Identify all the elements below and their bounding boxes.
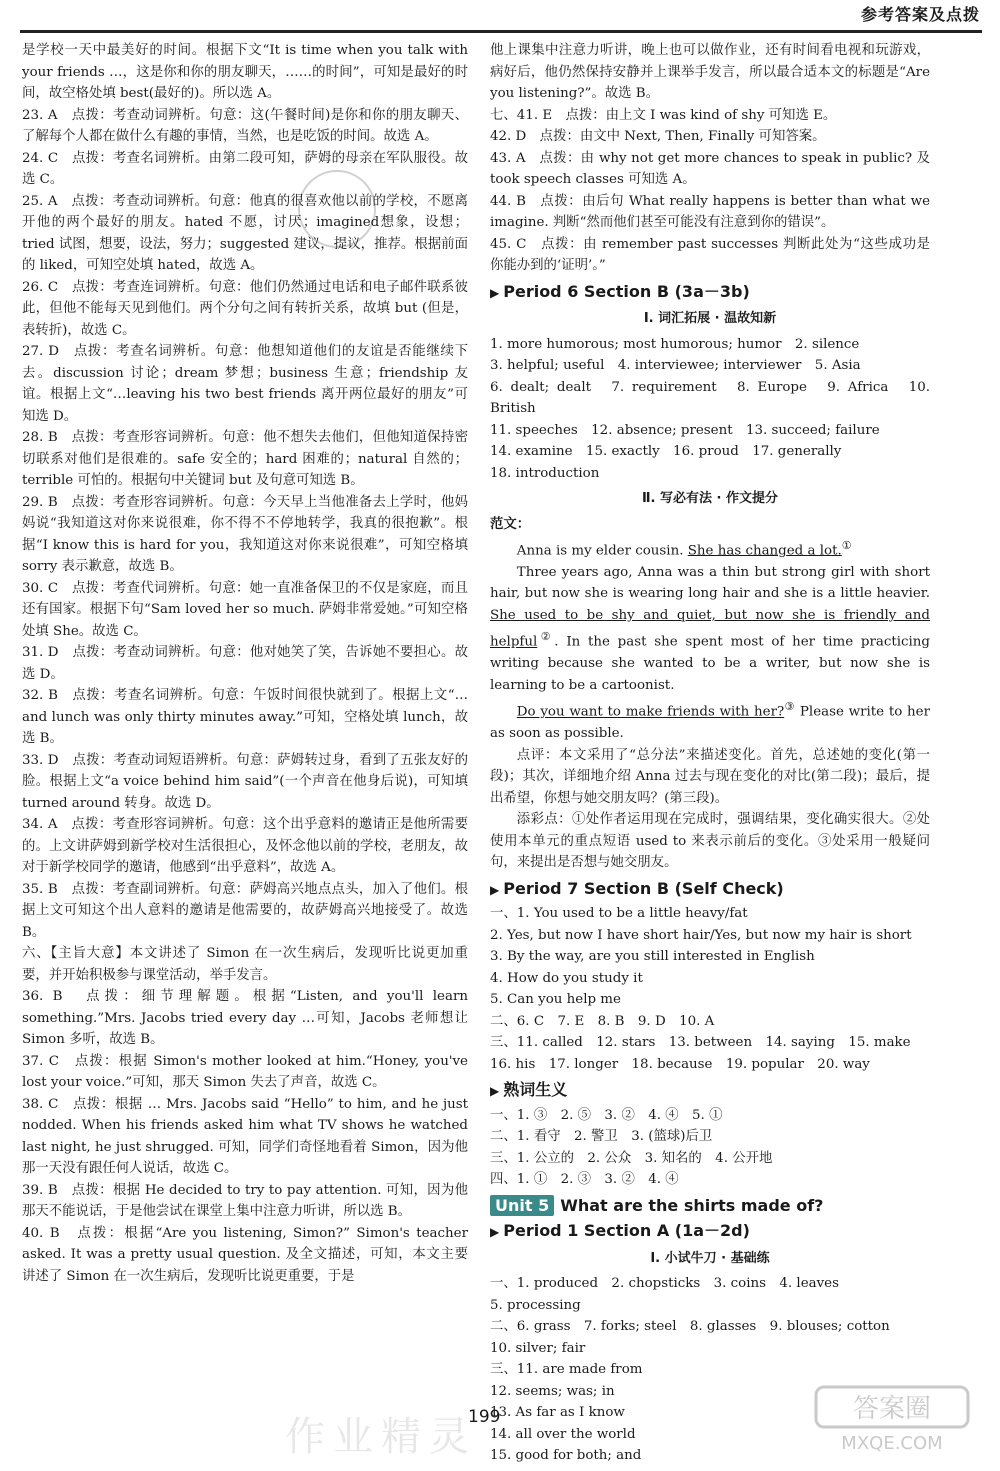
answer-line: 二、6. grass 7. forks; steel 8. glasses 9. blouses; cotton	[490, 1319, 890, 1335]
answer-line: 二、1. 看守 2. 警卫 3. (篮球)后卫	[490, 1129, 713, 1145]
answer-paragraph: 30. C 点拨：考查代词辨析。句意：她一直准备保卫的不仅是家庭，而且还有国家。根据下句“Sam loved her so much. 萨姆非常爱她。”可知空格处填 She。故选 C。	[22, 580, 468, 639]
essay-paragraph	[490, 696, 930, 744]
logo-text: 答案圈	[852, 1394, 932, 1424]
header-rule	[20, 30, 982, 33]
answer-paragraph: 24. C 点拨：考查名词辨析。由第二段可知，萨姆的母亲在军队服役。故选 C。	[22, 150, 468, 187]
answer-paragraph: 六、【主旨大意】本文讲述了 Simon 在一次生病后，发现听比说更加重要，并开始积极参与课堂活动，举手发言。	[22, 946, 468, 983]
answer-line: 5. processing	[490, 1297, 581, 1313]
triangle-icon: ▶	[490, 1225, 500, 1240]
answer-paragraph: 34. A 点拨：考查形容词辨析。句意：这个出乎意料的邀请正是他所需要的。上文讲萨姆到新学校对生活很担心，及怀念他以前的学校，老朋友，故对于新学校同学的邀请，他感到“出乎意料”，故选 A。	[22, 817, 468, 875]
answer-line: 四、1. ① 2. ③ 3. ② 4. ④	[490, 1172, 679, 1188]
answer-paragraph: 25. A 点拨：考查动词辨析。句意：他真的很喜欢他以前的学校，不愿离开他的两个最好的朋友。hated 不愿，讨厌；imagined想象，设想；tried 试图，想要，设法，努力；suggested 建议，提议，推荐。根据前面的 liked，可知空处填 hated，故选 A。	[22, 193, 468, 273]
unit-period-heading	[490, 1220, 930, 1244]
logo-site: MXQE.COM	[841, 1433, 943, 1454]
essay-mark: ②	[537, 630, 555, 644]
answer-paragraph: 33. D 点拨：考查动词短语辨析。句意：萨姆转过身，看到了五张友好的脸。根据上文“a voice behind him said”(一个声音在他身后说)，可知填 turned around 转身。故选 D。	[22, 752, 468, 811]
essay-highlight: 添彩点：①处作者运用现在完成时，强调结果，变化确实很大。②处使用本单元的重点短语 used to 来表示前后的变化。③处采用一般疑问句，来提出是否想与她交朋友。	[490, 812, 930, 871]
answer-paragraph: 37. C 点拨：根据 Simon's mother looked at him.“Honey, you've lost your voice.”可知，那天 Simon 失去了声音，故选 C。	[22, 1053, 468, 1090]
essay-paragraph	[490, 535, 930, 562]
answer-paragraph: 32. B 点拨：考查名词辨析。句意：午饭时间很快就到了。根据上文“…and lunch was only thirty minutes away.”可知，空格处填 lunch，故选 B。	[22, 688, 468, 746]
essay-mark: ③	[784, 700, 796, 714]
essay-underlined: She has changed a lot.	[687, 543, 842, 559]
answer-line: 三、11. are made from	[490, 1362, 643, 1378]
answer-paragraph: 28. B 点拨：考查形容词辨析。句意：他不想失去他们，但他知道保持密切联系对他们是很难的。safe 安全的；hard 困难的；natural 自然的；terrible 可怕的。根据句中关键词 but 及句意可知选 B。	[22, 430, 468, 488]
answer-paragraph: 40. B 点拨：根据“Are you listening, Simon?” Simon's teacher asked. It was a pretty usual question. 及全文描述，可知，本文主要讲述了 Simon 在一次生病后，发现听比说更重要，于是	[22, 1225, 468, 1284]
vocab-line: 18. introduction	[490, 465, 600, 481]
page-header	[0, 0, 1000, 40]
vocab-subheading: Ⅰ. 词汇拓展 · 温故知新	[643, 311, 777, 326]
essay-text: Please write to her as soon as possible.	[490, 704, 930, 742]
answer-line: 一、1. You used to be a little heavy/fat	[490, 906, 748, 922]
shuci-heading	[490, 1079, 930, 1103]
answer-line: 5. Can you help me	[490, 992, 621, 1008]
answer-line: 2. Yes, but now I have short hair/Yes, but now my hair is short	[490, 927, 912, 943]
answer-paragraph: 43. A 点拨：由 why not get more chances to speak in public? 及 took speech classes 可知选 A。	[490, 150, 930, 187]
unit-title: What are the shirts made of?	[560, 1195, 824, 1215]
essay-text: . In the past she spent most of her time practicing writing because she wanted to be a writer, but now she is learning to be a cartoonist.	[490, 634, 930, 693]
answer-line: 16. his 17. longer 18. because 19. popular 20. way	[490, 1056, 870, 1072]
page-number: 199	[468, 1407, 501, 1427]
vocab-line: 14. examine 15. exactly 16. proud 17. generally	[490, 444, 842, 459]
practice-subheading: Ⅰ. 小试牛刀 · 基础练	[650, 1250, 770, 1266]
answer-line: 一、1. produced 2. chopsticks 3. coins 4. leaves	[490, 1276, 839, 1292]
answer-paragraph: 36. B 点拨：细节理解题。根据“Listen, and you'll learn something.”Mrs. Jacobs tried every day …可知，Jacobs 老师想让 Simon 多听，故选 B。	[22, 989, 468, 1047]
answer-paragraph: 31. D 点拨：考查动词辨析。句意：他对她笑了笑，告诉她不要担心。故选 D。	[22, 645, 468, 682]
vocab-line: 11. speeches 12. absence; present 13. succeed; failure	[490, 422, 880, 438]
period7-title: Period 7 Section B (Self Check)	[503, 878, 784, 898]
answer-line: 10. silver; fair	[490, 1340, 586, 1356]
site-logo-watermark	[812, 1383, 972, 1455]
vocab-line: 1. more humorous; most humorous; humor 2. silence	[490, 336, 860, 352]
answer-line: 14. all over the world	[490, 1426, 636, 1442]
answer-line: 3. By the way, are you still interested in English	[490, 949, 815, 965]
answer-line: 三、1. 公立的 2. 公众 3. 知名的 4. 公开地	[490, 1150, 773, 1166]
watermark-text: 作业精灵	[285, 1414, 477, 1460]
answer-paragraph: 45. C 点拨：由 remember past successes 判断此处为“这些成功是你能办到的‘证明’。”	[490, 236, 930, 273]
shuci-title: 熟词生义	[503, 1080, 568, 1100]
essay-paragraph	[490, 562, 930, 696]
answer-paragraph: 35. B 点拨：考查副词辨析。句意：萨姆高兴地点点头，加入了他们。根据上文可知这个出人意料的邀请是他需要的，故萨姆高兴地接受了。故选 B。	[22, 881, 468, 940]
unit-heading	[490, 1195, 930, 1217]
vocab-line: 3. helpful; useful 4. interviewee; interviewer 5. Asia	[490, 358, 861, 373]
answer-paragraph: 27. D 点拨：考查名词辨析。句意：他想知道他们的友谊是否能继续下去。discussion 讨论；dream 梦想；business 生意；friendship 友谊。根据上文“…leaving his two best friends 离开两位最好的朋友”可知选 D。	[22, 344, 468, 424]
answer-paragraph: 38. C 点拨：根据 … Mrs. Jacobs said “Hello” to him, and he just nodded. When his friends asked him what TV shows he watched last night, he just shrugged. 可知，同学们奇怪地看着 Simon，因为他那一天没有跟任何人说话，故选 C。	[22, 1096, 468, 1176]
vocab-line: 6. dealt; dealt 7. requirement 8. Europe 9. Africa 10. British	[490, 379, 930, 416]
right-column	[490, 40, 930, 1467]
period6-heading	[490, 281, 930, 305]
unit-period-title: Period 1 Section A (1a－2d)	[503, 1221, 750, 1241]
answer-line: 4. How do you study it	[490, 970, 643, 986]
essay-underlined: Do you want to make friends with her?	[516, 704, 785, 720]
essay-text: Three years ago, Anna was a thin but strong girl with short hair, but now she is wearing long hair and she is a little heavier.	[490, 564, 930, 602]
answer-line: 一、1. ③ 2. ⑤ 3. ② 4. ④ 5. ①	[490, 1107, 723, 1123]
answer-paragraph: 44. B 点拨：由后句 What really happens is better than what we imagine. 判断“然而他们甚至可能没有注意到你的错误”。	[490, 193, 930, 230]
triangle-icon: ▶	[490, 1084, 500, 1099]
period7-heading	[490, 878, 930, 902]
unit-badge: Unit 5	[490, 1195, 554, 1217]
answer-line: 12. seems; was; in	[490, 1383, 615, 1399]
answer-paragraph: 26. C 点拨：考查连词辨析。句意：他们仍然通过电话和电子邮件联系彼此，但他不能每天见到他们。两个分句之间有转折关系，故填 but (但是，表转折)，故选 C。	[22, 279, 468, 338]
essay-label: 范文：	[490, 516, 531, 532]
triangle-icon: ▶	[490, 882, 500, 897]
answer-line: 三、11. called 12. stars 13. between 14. saying 15. make	[490, 1035, 911, 1051]
writing-subheading: Ⅱ. 写必有法 · 作文提分	[641, 491, 779, 506]
header-title: 参考答案及点拨	[855, 2, 980, 25]
period6-title: Period 6 Section B (3a－3b)	[503, 281, 750, 301]
answer-line: 15. good for both; and	[490, 1448, 642, 1464]
answer-paragraph: 42. D 点拨：由文中 Next, Then, Finally 可知答案。	[490, 129, 826, 144]
answer-line: 13. As far as I know	[490, 1405, 625, 1421]
answer-paragraph: 他上课集中注意力听讲，晚上也可以做作业，还有时间看电视和玩游戏，病好后，他仍然保持安静并上课举手发言，所以最合适本文的标题是“Are you listening?”。故选 B。	[490, 43, 930, 101]
answer-paragraph: 39. B 点拨：根据 He decided to try to pay attention. 可知，因为他那天不能说话，于是他尝试在课堂上集中注意力听讲，所以选 B。	[22, 1182, 468, 1219]
essay-comment: 点评：本文采用了“总分法”来描述变化。首先，总述她的变化(第一段)；其次，详细地介绍 Anna 过去与现在变化的对比(第二段)；最后，提出希望，你想与她交朋友吗？(第三段)。	[490, 747, 930, 806]
answer-paragraph: 23. A 点拨：考查动词辨析。句意：这(午餐时间)是你和你的朋友聊天、了解每个人都在做什么有趣的事情，当然，也是吃饭的时间。故选 A。	[22, 107, 468, 144]
essay-mark: ①	[841, 539, 852, 552]
answer-line: 二、6. C 7. E 8. B 9. D 10. A	[490, 1013, 715, 1029]
left-column	[22, 40, 468, 1287]
triangle-icon: ▶	[490, 285, 500, 300]
essay-underlined: She used to be shy and quiet, but now she is friendly and helpful	[490, 607, 930, 650]
answer-paragraph: 29. B 点拨：考查形容词辨析。句意：今天早上当他准备去上学时，他妈妈说“我知道这对你来说很难，你不得不不停地转学，我真的很抱歉”。根据“I know this is hard for you，我知道这对你来说很难”，可知空格填 sorry 表示歉意，故选 B。	[22, 494, 468, 574]
answer-paragraph: 是学校一天中最美好的时间。根据下文“It is time when you talk with your friends …，这是你和你的朋友聊天，……的时间”，可知是最好的时间，故空格处填 best(最好的)。所以选 A。	[22, 43, 468, 101]
answer-paragraph: 七、41. E 点拨：由上文 I was kind of shy 可知选 E。	[490, 107, 837, 123]
essay-text: Anna is my elder cousin.	[516, 543, 688, 559]
